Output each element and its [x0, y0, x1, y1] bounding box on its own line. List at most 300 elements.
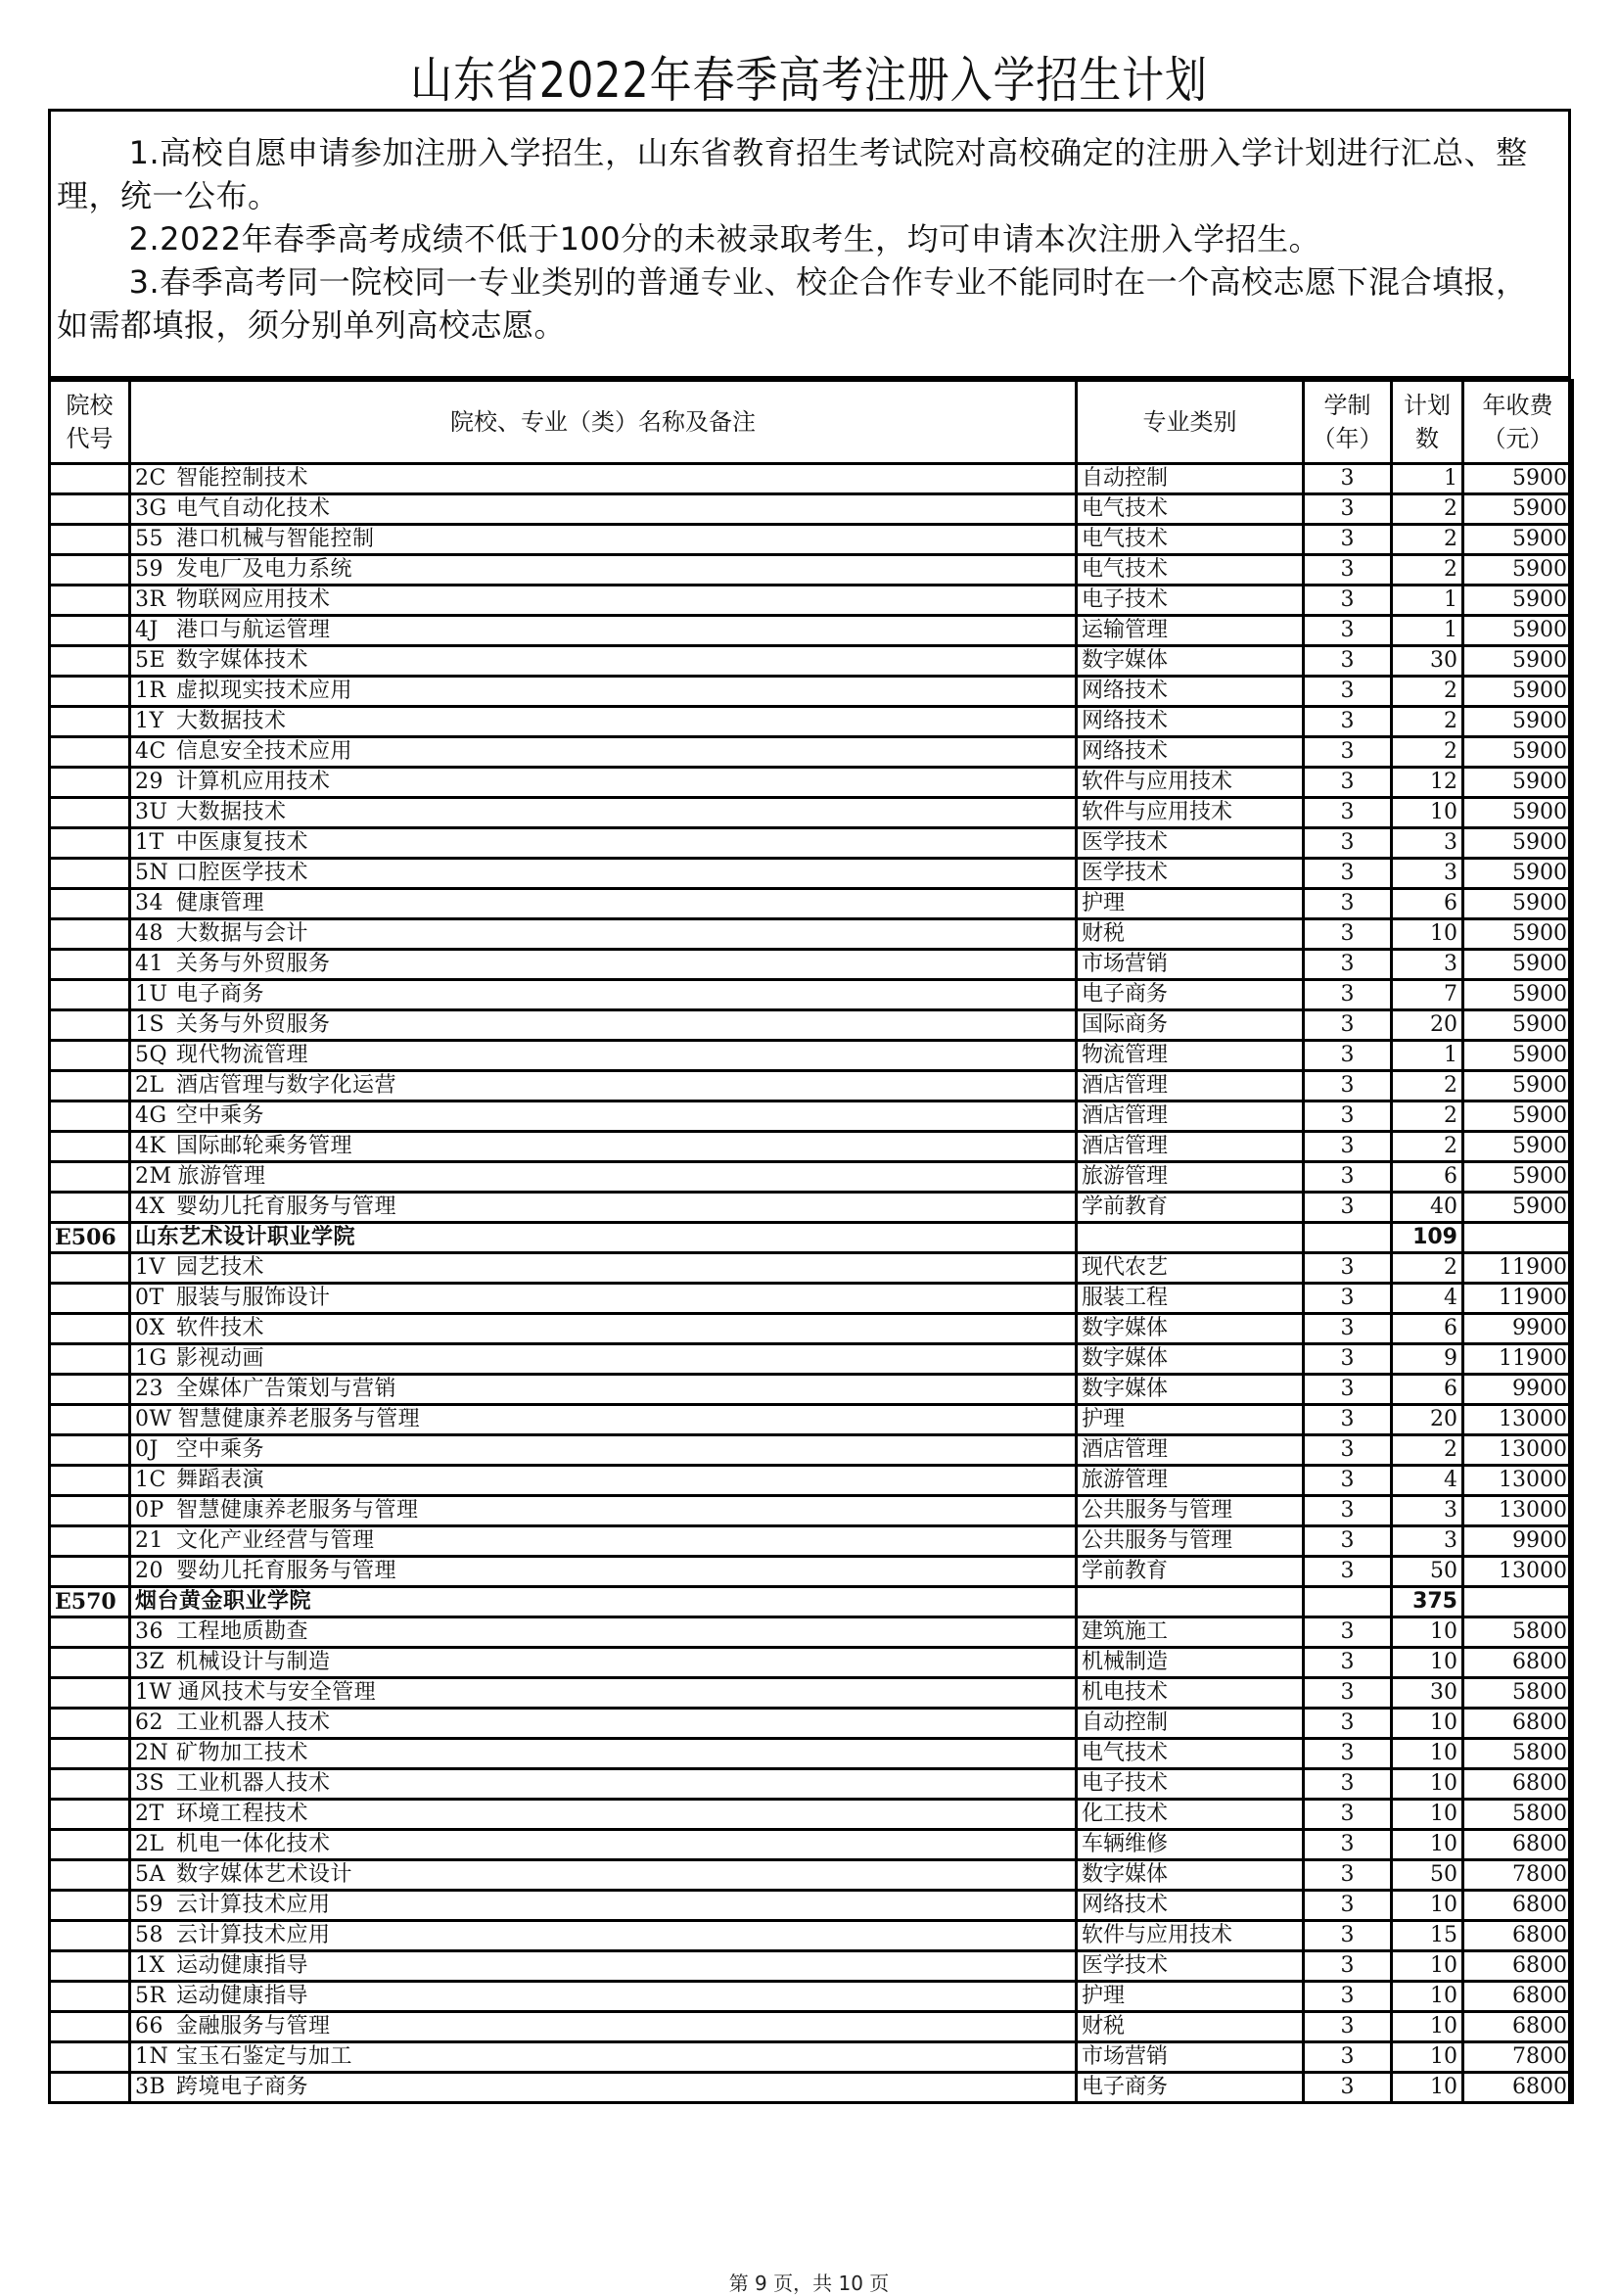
major-name: 云计算技术应用	[176, 1893, 331, 1917]
major-name-cell	[130, 1071, 1077, 1101]
annual-fee-cell	[1463, 1587, 1573, 1617]
duration-cell: 3	[1304, 2073, 1392, 2103]
annual-fee-cell: 5900	[1463, 525, 1573, 555]
major-name-cell	[130, 1314, 1077, 1344]
major-row	[50, 1496, 1573, 1526]
annual-fee-cell: 5900	[1463, 828, 1573, 859]
school-code-cell	[50, 1071, 130, 1101]
major-row	[50, 616, 1573, 646]
plan-count-cell: 2	[1392, 677, 1463, 707]
annual-fee-cell: 5900	[1463, 768, 1573, 798]
major-row	[50, 646, 1573, 677]
annual-fee-cell: 5900	[1463, 494, 1573, 525]
duration-cell: 3	[1304, 586, 1392, 616]
major-name: 电子商务	[176, 982, 265, 1007]
category-cell: 医学技术	[1077, 859, 1304, 889]
major-name: 云计算技术应用	[176, 1923, 331, 1947]
major-name-cell	[130, 1435, 1077, 1466]
plan-count-cell: 30	[1392, 1678, 1463, 1709]
annual-fee-cell: 6800	[1463, 1709, 1573, 1739]
major-name-cell	[130, 889, 1077, 919]
category-cell: 电子技术	[1077, 1769, 1304, 1800]
major-row	[50, 1466, 1573, 1496]
plan-count-cell: 2	[1392, 494, 1463, 525]
major-code: 1G	[135, 1346, 167, 1371]
major-name-cell	[130, 1557, 1077, 1587]
school-code-cell	[50, 2073, 130, 2103]
enrollment-plan-table	[48, 379, 1574, 2104]
annual-fee-cell: 5900	[1463, 707, 1573, 737]
annual-fee-cell: 5900	[1463, 646, 1573, 677]
major-name: 服装与服饰设计	[176, 1286, 331, 1310]
major-row	[50, 1253, 1573, 1284]
document-title: 山东省2022年春季高考注册入学招生计划	[410, 52, 1208, 109]
major-code: 5R	[135, 1984, 166, 2008]
major-code: 3U	[135, 800, 168, 824]
major-code: 29	[135, 770, 163, 794]
plan-count-cell: 6	[1392, 1314, 1463, 1344]
major-name-cell	[130, 1253, 1077, 1284]
major-row	[50, 1800, 1573, 1830]
school-code-cell	[50, 1132, 130, 1162]
table-header-row	[50, 381, 1573, 464]
duration-cell: 3	[1304, 1162, 1392, 1193]
major-name-cell	[130, 1344, 1077, 1375]
category-cell: 软件与应用技术	[1077, 1921, 1304, 1951]
category-cell: 电子技术	[1077, 586, 1304, 616]
plan-count-cell: 3	[1392, 1496, 1463, 1526]
plan-count-cell: 4	[1392, 1284, 1463, 1314]
major-code: 3Z	[135, 1650, 165, 1674]
category-cell: 电子商务	[1077, 2073, 1304, 2103]
annual-fee-cell: 13000	[1463, 1435, 1573, 1466]
category-cell: 财税	[1077, 919, 1304, 950]
major-row	[50, 768, 1573, 798]
category-cell: 医学技术	[1077, 1951, 1304, 1982]
school-code-cell	[50, 798, 130, 828]
annual-fee-cell: 5900	[1463, 1101, 1573, 1132]
major-row	[50, 677, 1573, 707]
annual-fee-cell: 5800	[1463, 1678, 1573, 1709]
category-cell: 医学技术	[1077, 828, 1304, 859]
major-row	[50, 889, 1573, 919]
category-cell: 公共服务与管理	[1077, 1496, 1304, 1526]
major-row	[50, 525, 1573, 555]
plan-count-cell: 10	[1392, 1617, 1463, 1648]
annual-fee-cell: 5900	[1463, 586, 1573, 616]
major-code: 0J	[135, 1437, 159, 1462]
school-code-cell	[50, 1496, 130, 1526]
school-code-cell	[50, 1739, 130, 1769]
major-name: 物联网应用技术	[176, 587, 331, 612]
category-cell: 市场营销	[1077, 950, 1304, 980]
school-code-cell	[50, 555, 130, 586]
major-row	[50, 1617, 1573, 1648]
duration-cell: 3	[1304, 646, 1392, 677]
category-cell: 财税	[1077, 2012, 1304, 2042]
major-code: 2M	[135, 1164, 172, 1189]
major-name-cell	[130, 494, 1077, 525]
major-code: 2T	[135, 1802, 164, 1826]
school-code-cell	[50, 1951, 130, 1982]
category-cell: 酒店管理	[1077, 1101, 1304, 1132]
annual-fee-cell: 6800	[1463, 1830, 1573, 1860]
annual-fee-cell: 7800	[1463, 2042, 1573, 2073]
school-code-cell	[50, 1526, 130, 1557]
plan-count-cell: 1	[1392, 1041, 1463, 1071]
annual-fee-cell: 13000	[1463, 1557, 1573, 1587]
major-name: 矿物加工技术	[176, 1741, 309, 1765]
major-code: 2L	[135, 1073, 164, 1098]
duration-cell: 3	[1304, 1648, 1392, 1678]
plan-count-cell: 2	[1392, 1101, 1463, 1132]
plan-count-cell: 10	[1392, 798, 1463, 828]
duration-cell: 3	[1304, 1800, 1392, 1830]
major-name-cell	[130, 1800, 1077, 1830]
duration-cell	[1304, 1223, 1392, 1253]
duration-cell: 3	[1304, 1071, 1392, 1101]
major-code: 0T	[135, 1286, 164, 1310]
major-row	[50, 2042, 1573, 2073]
header-category: 专业类别	[1077, 381, 1304, 464]
major-name-cell	[130, 1162, 1077, 1193]
major-name-cell	[130, 1375, 1077, 1405]
major-code: 20	[135, 1559, 163, 1583]
school-code-cell	[50, 1800, 130, 1830]
annual-fee-cell: 5900	[1463, 464, 1573, 494]
major-code: 41	[135, 952, 163, 976]
major-name: 港口与航运管理	[176, 618, 331, 642]
major-name-cell	[130, 950, 1077, 980]
major-code: 55	[135, 527, 163, 551]
major-code: 0P	[135, 1498, 164, 1523]
school-code-cell	[50, 677, 130, 707]
major-row	[50, 1891, 1573, 1921]
major-code: 3B	[135, 2075, 166, 2099]
duration-cell: 3	[1304, 828, 1392, 859]
major-name-cell	[130, 525, 1077, 555]
major-code: 4J	[135, 618, 159, 642]
major-code: 34	[135, 891, 163, 915]
annual-fee-cell: 6800	[1463, 1891, 1573, 1921]
plan-count-cell: 20	[1392, 1405, 1463, 1435]
major-row	[50, 1678, 1573, 1709]
major-row	[50, 555, 1573, 586]
category-cell: 护理	[1077, 1982, 1304, 2012]
major-name: 数字媒体艺术设计	[176, 1862, 353, 1887]
duration-cell: 3	[1304, 525, 1392, 555]
major-name: 婴幼儿托育服务与管理	[176, 1559, 397, 1583]
major-name: 计算机应用技术	[176, 770, 331, 794]
school-code-cell	[50, 1830, 130, 1860]
major-code: 2N	[135, 1741, 169, 1765]
major-row	[50, 1405, 1573, 1435]
major-name-cell	[130, 677, 1077, 707]
plan-count-cell: 10	[1392, 2012, 1463, 2042]
plan-count-cell: 10	[1392, 919, 1463, 950]
duration-cell: 3	[1304, 1617, 1392, 1648]
major-name: 酒店管理与数字化运营	[176, 1073, 397, 1098]
plan-count-cell: 10	[1392, 1648, 1463, 1678]
major-name-cell	[130, 2042, 1077, 2073]
major-name-cell	[130, 828, 1077, 859]
school-code-cell	[50, 1162, 130, 1193]
category-cell: 自动控制	[1077, 464, 1304, 494]
duration-cell: 3	[1304, 798, 1392, 828]
major-name-cell	[130, 980, 1077, 1010]
major-code: 23	[135, 1377, 163, 1401]
major-name: 发电厂及电力系统	[176, 557, 353, 582]
major-code: 66	[135, 2014, 163, 2038]
school-code-cell	[50, 1101, 130, 1132]
category-cell: 护理	[1077, 889, 1304, 919]
annual-fee-cell: 5900	[1463, 1010, 1573, 1041]
major-row	[50, 798, 1573, 828]
major-name-cell	[130, 1648, 1077, 1678]
plan-count-cell: 10	[1392, 1709, 1463, 1739]
plan-count-cell: 3	[1392, 1526, 1463, 1557]
plan-count-cell: 15	[1392, 1921, 1463, 1951]
plan-count-cell: 2	[1392, 737, 1463, 768]
plan-count-cell: 2	[1392, 555, 1463, 586]
major-code: 1X	[135, 1953, 165, 1978]
annual-fee-cell: 5900	[1463, 980, 1573, 1010]
major-name: 智慧健康养老服务与管理	[177, 1407, 421, 1431]
major-name: 现代物流管理	[176, 1043, 309, 1067]
major-row	[50, 919, 1573, 950]
major-name-cell	[130, 737, 1077, 768]
school-code-cell	[50, 1648, 130, 1678]
annual-fee-cell: 11900	[1463, 1253, 1573, 1284]
plan-count-cell: 10	[1392, 1951, 1463, 1982]
major-row	[50, 464, 1573, 494]
plan-count-cell: 12	[1392, 768, 1463, 798]
duration-cell: 3	[1304, 1284, 1392, 1314]
major-name-cell	[130, 1617, 1077, 1648]
category-cell: 运输管理	[1077, 616, 1304, 646]
category-cell: 数字媒体	[1077, 1375, 1304, 1405]
annual-fee-cell	[1463, 1223, 1573, 1253]
major-name: 空中乘务	[176, 1437, 265, 1462]
table-body	[50, 464, 1573, 2103]
school-code-cell	[50, 1375, 130, 1405]
plan-count-cell: 10	[1392, 2073, 1463, 2103]
major-row	[50, 1132, 1573, 1162]
major-name-cell	[130, 1891, 1077, 1921]
plan-count-cell: 50	[1392, 1860, 1463, 1891]
category-cell: 数字媒体	[1077, 1860, 1304, 1891]
category-cell: 网络技术	[1077, 737, 1304, 768]
duration-cell: 3	[1304, 2012, 1392, 2042]
school-code-cell	[50, 494, 130, 525]
major-name: 电气自动化技术	[176, 496, 331, 521]
page-number: 第 9 页，共 10 页	[728, 2272, 890, 2295]
duration-cell: 3	[1304, 1344, 1392, 1375]
major-name: 影视动画	[176, 1346, 265, 1371]
annual-fee-cell: 5900	[1463, 1071, 1573, 1101]
plan-count-cell: 10	[1392, 1982, 1463, 2012]
category-cell: 护理	[1077, 1405, 1304, 1435]
plan-count-cell: 6	[1392, 1162, 1463, 1193]
school-code-cell	[50, 1891, 130, 1921]
duration-cell: 3	[1304, 1314, 1392, 1344]
duration-cell: 3	[1304, 1739, 1392, 1769]
plan-count-cell: 2	[1392, 1435, 1463, 1466]
major-code: 36	[135, 1619, 163, 1644]
category-cell: 网络技术	[1077, 677, 1304, 707]
annual-fee-cell: 5900	[1463, 798, 1573, 828]
duration-cell: 3	[1304, 1709, 1392, 1739]
school-code-cell	[50, 1557, 130, 1587]
annual-fee-cell: 5900	[1463, 555, 1573, 586]
header-plan: 计划数	[1392, 381, 1463, 464]
major-name: 舞蹈表演	[176, 1468, 265, 1492]
major-code: 1T	[135, 830, 164, 855]
major-code: 1W	[135, 1680, 172, 1705]
duration-cell: 3	[1304, 707, 1392, 737]
major-name: 关务与外贸服务	[176, 1012, 331, 1037]
plan-count-cell: 10	[1392, 2042, 1463, 2073]
major-name-cell	[130, 555, 1077, 586]
major-name: 国际邮轮乘务管理	[176, 1134, 353, 1158]
school-code-cell	[50, 1769, 130, 1800]
category-cell: 旅游管理	[1077, 1466, 1304, 1496]
category-cell: 酒店管理	[1077, 1071, 1304, 1101]
major-row	[50, 1739, 1573, 1769]
school-name-cell: 烟台黄金职业学院	[130, 1587, 1077, 1617]
major-name: 数字媒体技术	[176, 648, 309, 673]
major-code: 62	[135, 1710, 163, 1735]
major-name-cell	[130, 1860, 1077, 1891]
major-name: 关务与外贸服务	[176, 952, 331, 976]
major-name: 运动健康指导	[176, 1984, 309, 2008]
category-cell: 机电技术	[1077, 1678, 1304, 1709]
annual-fee-cell: 5900	[1463, 737, 1573, 768]
school-code-cell	[50, 768, 130, 798]
major-name: 港口机械与智能控制	[176, 527, 375, 551]
major-row	[50, 1344, 1573, 1375]
major-row	[50, 1557, 1573, 1587]
major-name-cell	[130, 2073, 1077, 2103]
major-name-cell	[130, 616, 1077, 646]
major-row	[50, 737, 1573, 768]
duration-cell: 3	[1304, 1830, 1392, 1860]
major-name-cell	[130, 1041, 1077, 1071]
school-code-cell	[50, 737, 130, 768]
category-cell: 公共服务与管理	[1077, 1526, 1304, 1557]
plan-count-cell: 4	[1392, 1466, 1463, 1496]
school-code-cell	[50, 2042, 130, 2073]
major-code: 58	[135, 1923, 163, 1947]
major-code: 5E	[135, 648, 166, 673]
school-code-cell	[50, 646, 130, 677]
duration-cell: 3	[1304, 1557, 1392, 1587]
duration-cell: 3	[1304, 950, 1392, 980]
duration-cell: 3	[1304, 1466, 1392, 1496]
major-row	[50, 707, 1573, 737]
major-row	[50, 1830, 1573, 1860]
category-cell: 软件与应用技术	[1077, 798, 1304, 828]
major-row	[50, 1860, 1573, 1891]
plan-count-cell: 2	[1392, 1253, 1463, 1284]
annual-fee-cell: 5900	[1463, 889, 1573, 919]
annual-fee-cell: 13000	[1463, 1496, 1573, 1526]
major-code: 59	[135, 557, 163, 582]
major-code: 3R	[135, 587, 166, 612]
duration-cell: 3	[1304, 1041, 1392, 1071]
duration-cell: 3	[1304, 1526, 1392, 1557]
duration-cell: 3	[1304, 1982, 1392, 2012]
duration-cell: 3	[1304, 555, 1392, 586]
major-name-cell	[130, 1193, 1077, 1223]
school-code-cell	[50, 525, 130, 555]
plan-count-cell: 20	[1392, 1010, 1463, 1041]
category-cell: 学前教育	[1077, 1193, 1304, 1223]
major-name: 工业机器人技术	[176, 1710, 331, 1735]
annual-fee-cell: 9900	[1463, 1526, 1573, 1557]
major-row	[50, 1435, 1573, 1466]
annual-fee-cell: 7800	[1463, 1860, 1573, 1891]
major-name-cell	[130, 464, 1077, 494]
category-cell: 电气技术	[1077, 494, 1304, 525]
major-code: 21	[135, 1528, 163, 1553]
annual-fee-cell: 6800	[1463, 1951, 1573, 1982]
annual-fee-cell: 13000	[1463, 1466, 1573, 1496]
major-name: 跨境电子商务	[176, 2075, 309, 2099]
major-row	[50, 1709, 1573, 1739]
school-code-cell	[50, 1041, 130, 1071]
duration-cell: 3	[1304, 1921, 1392, 1951]
major-code: 1V	[135, 1255, 165, 1280]
category-cell: 电气技术	[1077, 525, 1304, 555]
annual-fee-cell: 9900	[1463, 1314, 1573, 1344]
school-code-cell	[50, 1860, 130, 1891]
category-cell: 酒店管理	[1077, 1435, 1304, 1466]
major-row	[50, 1162, 1573, 1193]
major-name-cell	[130, 646, 1077, 677]
major-name-cell	[130, 1921, 1077, 1951]
major-name-cell	[130, 586, 1077, 616]
plan-count-cell: 30	[1392, 646, 1463, 677]
plan-count-cell: 10	[1392, 1830, 1463, 1860]
school-code-cell	[50, 1982, 130, 2012]
major-name: 工程地质勘查	[176, 1619, 309, 1644]
school-code-cell	[50, 1253, 130, 1284]
major-name: 机械设计与制造	[176, 1650, 331, 1674]
plan-count-cell: 1	[1392, 616, 1463, 646]
major-code: 2L	[135, 1832, 164, 1856]
annual-fee-cell: 5900	[1463, 677, 1573, 707]
plan-count-cell: 3	[1392, 859, 1463, 889]
major-name: 工业机器人技术	[176, 1771, 331, 1796]
school-code-cell	[50, 2012, 130, 2042]
header-school-code: 院校代号	[50, 381, 130, 464]
school-code-cell	[50, 1617, 130, 1648]
major-row	[50, 1193, 1573, 1223]
category-cell	[1077, 1223, 1304, 1253]
major-name-cell	[130, 1678, 1077, 1709]
annual-fee-cell: 9900	[1463, 1375, 1573, 1405]
major-code: 59	[135, 1893, 163, 1917]
school-code-cell: E506	[50, 1223, 130, 1253]
duration-cell: 3	[1304, 1375, 1392, 1405]
major-name: 空中乘务	[176, 1103, 265, 1128]
annual-fee-cell: 5900	[1463, 616, 1573, 646]
major-row	[50, 1982, 1573, 2012]
duration-cell: 3	[1304, 494, 1392, 525]
school-code-cell	[50, 1314, 130, 1344]
school-code-cell	[50, 1010, 130, 1041]
